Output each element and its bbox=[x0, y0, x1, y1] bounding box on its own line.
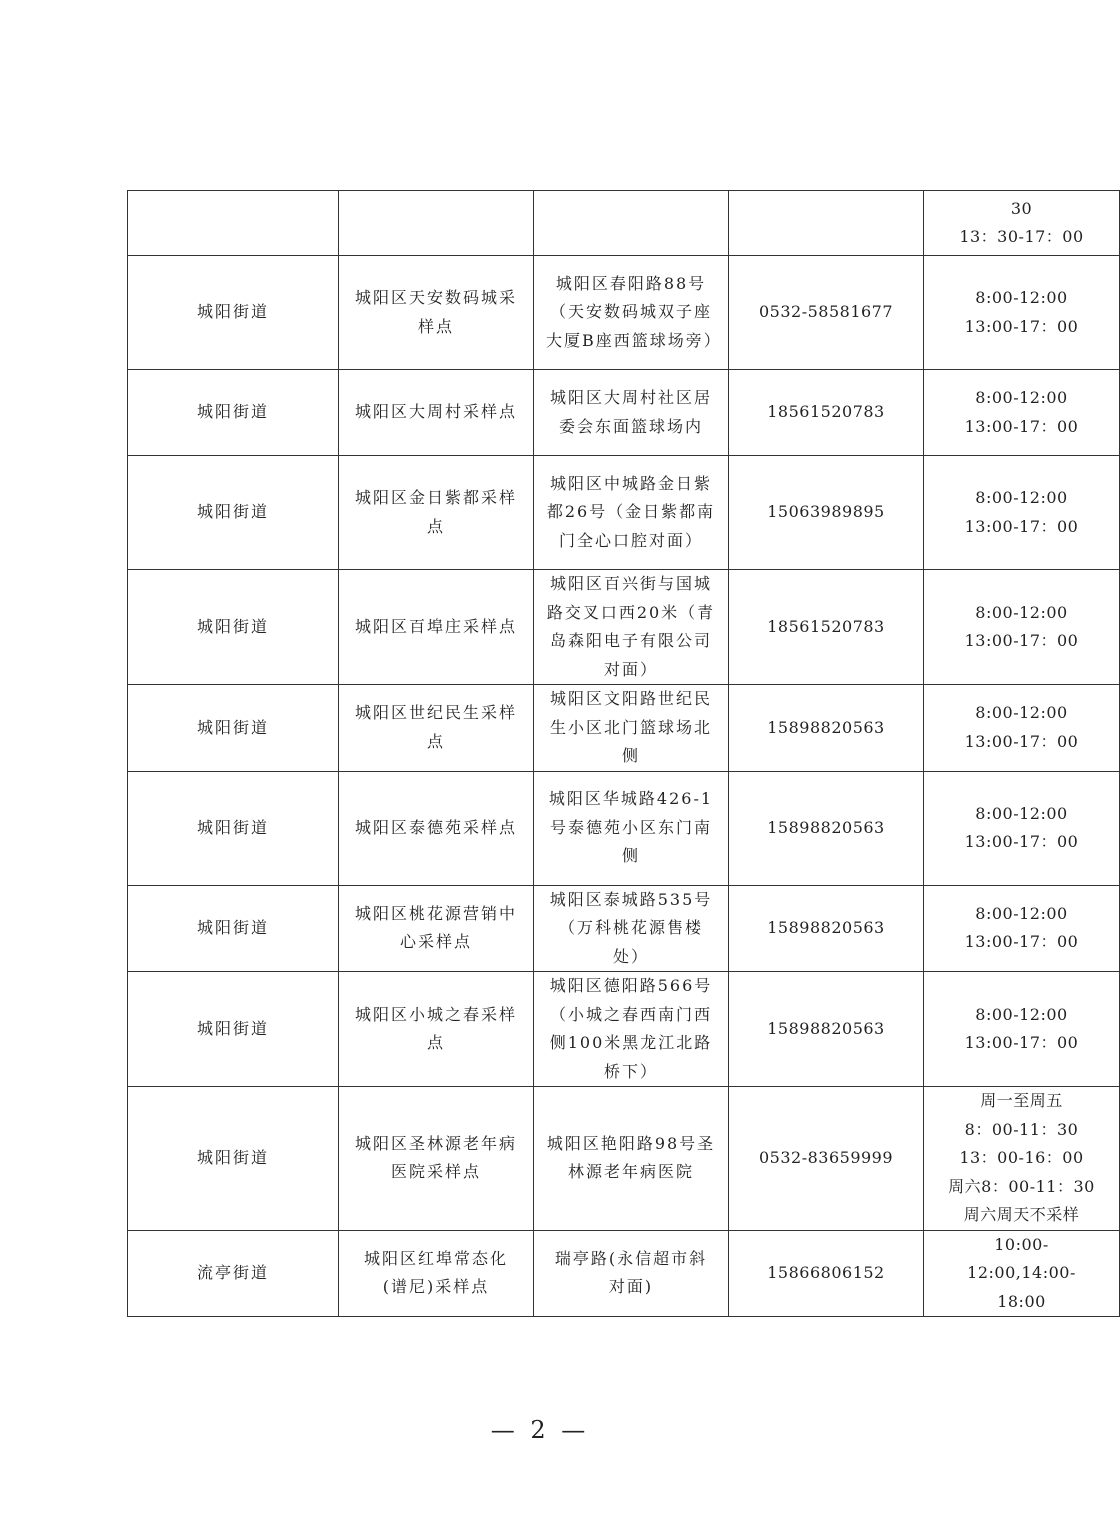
table-row bbox=[128, 570, 1120, 685]
site-name-cell: 城阳区天安数码城采样点 bbox=[339, 256, 534, 370]
hours-cell bbox=[924, 885, 1120, 972]
hours-cell bbox=[924, 256, 1120, 370]
street-cell: 城阳街道 bbox=[128, 685, 339, 772]
phone-cell: 15866806152 bbox=[729, 1230, 924, 1317]
street-cell bbox=[128, 191, 339, 256]
address-cell: 城阳区中城路金日紫都26号（金日紫都南门全心口腔对面） bbox=[534, 456, 729, 570]
hours-cell bbox=[924, 685, 1120, 772]
table-row bbox=[128, 256, 1120, 370]
table-row bbox=[128, 771, 1120, 885]
site-name-cell: 城阳区圣林源老年病医院采样点 bbox=[339, 1087, 534, 1231]
table-row bbox=[128, 191, 1120, 256]
address-cell: 城阳区文阳路世纪民生小区北门篮球场北侧 bbox=[534, 685, 729, 772]
hours-line: 13:00-17：00 bbox=[964, 932, 1079, 952]
street-cell: 城阳街道 bbox=[128, 885, 339, 972]
table-row bbox=[128, 972, 1120, 1087]
hours-line: 周一至周五 bbox=[980, 1091, 1063, 1110]
hours-line: 8:00-12:00 bbox=[975, 602, 1068, 622]
table-body bbox=[128, 191, 1120, 1317]
hours-line: 8:00-12:00 bbox=[975, 903, 1068, 923]
hours-line: 8:00-12:00 bbox=[975, 388, 1068, 407]
sampling-site-table-container bbox=[127, 190, 1095, 1317]
phone-cell bbox=[729, 191, 924, 256]
address-cell: 城阳区百兴街与国城路交叉口西20米（青岛森阳电子有限公司对面） bbox=[534, 570, 729, 685]
address-cell: 城阳区华城路426-1号泰德苑小区东门南侧 bbox=[534, 771, 729, 885]
phone-cell: 18561520783 bbox=[729, 370, 924, 456]
hours-line: 18:00 bbox=[997, 1291, 1046, 1311]
phone-cell: 0532-58581677 bbox=[729, 256, 924, 370]
site-name-cell: 城阳区大周村采样点 bbox=[339, 370, 534, 456]
street-cell: 城阳街道 bbox=[128, 1087, 339, 1231]
hours-cell bbox=[924, 191, 1120, 256]
address-cell: 城阳区德阳路566号（小城之春西南门西侧100米黑龙江北路桥下） bbox=[534, 972, 729, 1087]
address-cell: 城阳区春阳路88号（天安数码城双子座大厦B座西篮球场旁） bbox=[534, 256, 729, 370]
page-number: — 2 — bbox=[490, 1416, 590, 1444]
hours-line: 8:00-12:00 bbox=[975, 703, 1068, 723]
street-cell: 城阳街道 bbox=[128, 456, 339, 570]
hours-line: 13:00-17：00 bbox=[964, 316, 1079, 336]
hours-line: 13:00-17：00 bbox=[964, 516, 1079, 536]
hours-cell bbox=[924, 456, 1120, 570]
table-row bbox=[128, 1087, 1120, 1231]
hours-line: 13:00-17：00 bbox=[964, 832, 1079, 851]
address-cell: 城阳区艳阳路98号圣林源老年病医院 bbox=[534, 1087, 729, 1231]
hours-line: 13:00-17：00 bbox=[964, 731, 1079, 751]
hours-line: 10:00- bbox=[994, 1234, 1049, 1254]
site-name-cell bbox=[339, 191, 534, 256]
site-name-cell: 城阳区世纪民生采样点 bbox=[339, 685, 534, 772]
table-row bbox=[128, 456, 1120, 570]
street-cell: 城阳街道 bbox=[128, 972, 339, 1087]
phone-cell: 15898820563 bbox=[729, 685, 924, 772]
hours-cell bbox=[924, 1230, 1120, 1317]
hours-line: 8:00-12:00 bbox=[975, 288, 1068, 307]
hours-line: 13:00-17：00 bbox=[964, 631, 1079, 650]
hours-cell bbox=[924, 1087, 1120, 1231]
site-name-cell: 城阳区百埠庄采样点 bbox=[339, 570, 534, 685]
phone-cell: 15898820563 bbox=[729, 771, 924, 885]
table-row bbox=[128, 1230, 1120, 1317]
street-cell: 城阳街道 bbox=[128, 771, 339, 885]
hours-cell bbox=[924, 972, 1120, 1087]
phone-cell: 18561520783 bbox=[729, 570, 924, 685]
phone-cell: 15063989895 bbox=[729, 456, 924, 570]
street-cell: 城阳街道 bbox=[128, 570, 339, 685]
hours-line: 12:00,14:00- bbox=[967, 1263, 1076, 1282]
table-row bbox=[128, 370, 1120, 456]
table-row bbox=[128, 685, 1120, 772]
hours-cell bbox=[924, 570, 1120, 685]
site-name-cell: 城阳区泰德苑采样点 bbox=[339, 771, 534, 885]
hours-line: 8:00-12:00 bbox=[975, 1004, 1068, 1024]
address-cell: 城阳区泰城路535号（万科桃花源售楼处） bbox=[534, 885, 729, 972]
site-name-cell: 城阳区小城之春采样点 bbox=[339, 972, 534, 1087]
hours-line: 周六8：00-11：30 bbox=[948, 1176, 1095, 1196]
street-cell: 流亭街道 bbox=[128, 1230, 339, 1317]
hours-line: 30 bbox=[1010, 198, 1033, 218]
hours-line: 8:00-12:00 bbox=[975, 488, 1068, 507]
address-cell: 瑞亭路(永信超市斜对面) bbox=[534, 1230, 729, 1317]
site-name-cell: 城阳区桃花源营销中心采样点 bbox=[339, 885, 534, 972]
site-name-cell: 城阳区金日紫都采样点 bbox=[339, 456, 534, 570]
street-cell: 城阳街道 bbox=[128, 370, 339, 456]
table-row bbox=[128, 885, 1120, 972]
phone-cell: 15898820563 bbox=[729, 972, 924, 1087]
address-cell: 城阳区大周村社区居委会东面篮球场内 bbox=[534, 370, 729, 456]
hours-line: 13：30-17：00 bbox=[959, 227, 1084, 246]
hours-cell bbox=[924, 370, 1120, 456]
phone-cell: 15898820563 bbox=[729, 885, 924, 972]
hours-line: 13:00-17：00 bbox=[964, 1033, 1079, 1052]
hours-cell bbox=[924, 771, 1120, 885]
hours-line: 8:00-12:00 bbox=[975, 803, 1068, 823]
hours-line: 8：00-11：30 bbox=[964, 1119, 1079, 1139]
hours-line: 13:00-17：00 bbox=[964, 416, 1079, 436]
hours-line: 周六周天不采样 bbox=[963, 1205, 1080, 1224]
hours-line: 13：00-16：00 bbox=[959, 1148, 1084, 1167]
phone-cell: 0532-83659999 bbox=[729, 1087, 924, 1231]
site-name-cell: 城阳区红埠常态化(谱尼)采样点 bbox=[339, 1230, 534, 1317]
address-cell bbox=[534, 191, 729, 256]
street-cell: 城阳街道 bbox=[128, 256, 339, 370]
sampling-site-table bbox=[127, 190, 1120, 1317]
